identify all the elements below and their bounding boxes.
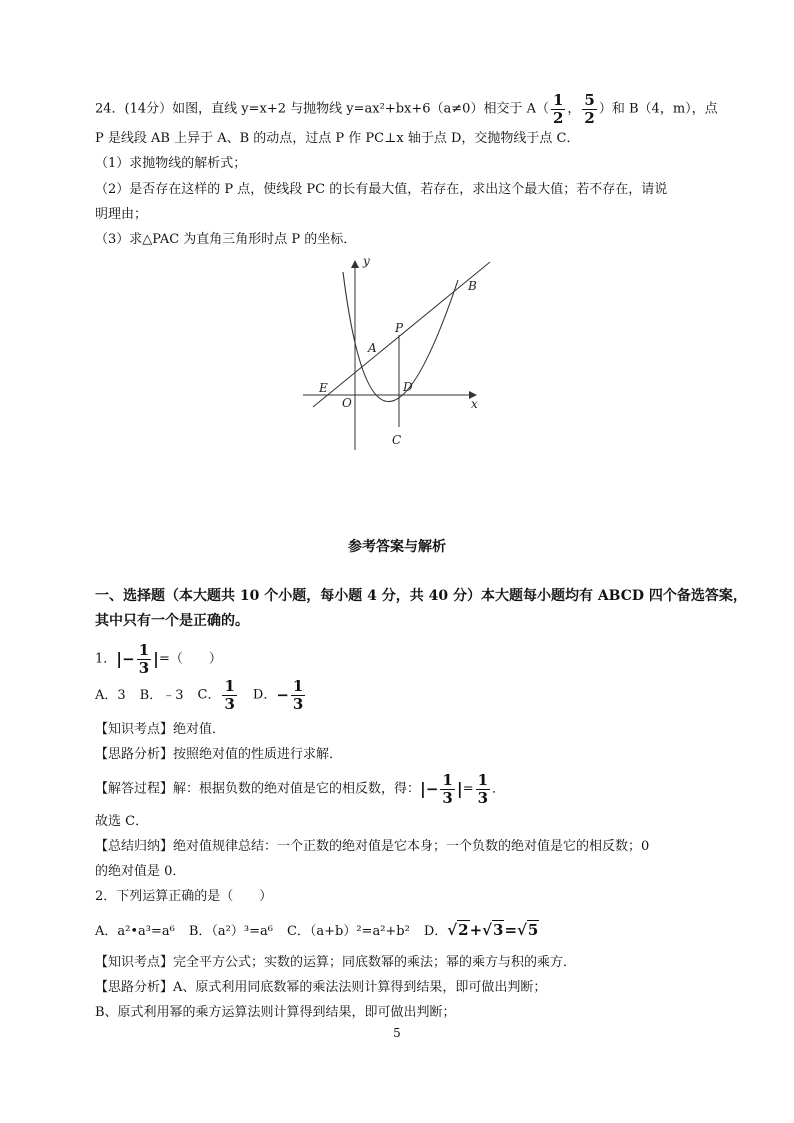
fraction-denominator: 3	[138, 658, 150, 677]
minus-sign: −	[425, 780, 439, 798]
option-c-label: C．	[197, 687, 221, 703]
equals-sign: =	[462, 781, 474, 797]
fraction-denominator: 3	[442, 788, 453, 807]
option-c-fraction	[222, 678, 236, 712]
abs-bar-left: |	[420, 779, 426, 798]
solution-fraction-2	[476, 772, 490, 806]
equals-sign: =	[504, 921, 518, 939]
period: ．	[492, 781, 506, 797]
problem24-q3: （3）求△PAC 为直角三角形时点 P 的坐标．	[95, 232, 357, 247]
q2-analysis-a: 【思路分析】A、原式利用同底数幂的乘法法则计算得到结果，即可做出判断；	[95, 980, 547, 995]
q1-number: 1．	[95, 651, 117, 667]
q2-options	[95, 918, 553, 944]
fraction-numerator: 1	[224, 677, 235, 695]
label-x: x	[471, 397, 478, 411]
y-axis-arrow	[351, 260, 359, 268]
fraction-b	[582, 92, 596, 126]
plus-sign: +	[469, 921, 483, 939]
q1-analysis: 【思路分析】按照绝对值的性质进行求解．	[95, 747, 343, 762]
q2-option-a: A．a²•a³=a⁶	[95, 924, 175, 939]
problem24-line2: P 是线段 AB 上异于 A、B 的动点，过点 P 作 PC⊥x 轴于点 D，交抛物线于点 C．	[95, 131, 580, 146]
fraction-a	[551, 92, 565, 126]
solution-text: 【解答过程】解：根据负数的绝对值是它的相反数，得：	[95, 781, 421, 797]
q1-option-a: A．3	[95, 687, 126, 703]
label-e: E	[319, 381, 328, 395]
fraction-numerator: 1	[552, 91, 564, 109]
q1-option-d	[253, 678, 307, 713]
option-d-fraction	[291, 678, 305, 712]
problem24-text: 24．(14分）如图，直线 y=x+2 与抛物线 y=ax²+bx+6（a≠0）相交于 A（	[95, 101, 549, 117]
fraction-denominator: 2	[552, 108, 564, 127]
section1-title-b: 其中只有一个是正确的。	[95, 613, 249, 629]
q2-knowledge: 【知识考点】完全平方公式；实数的运算；同底数幂的乘法；幂的乘方与积的乘方．	[95, 955, 577, 970]
fraction-denominator: 3	[224, 694, 235, 713]
fraction-numerator: 5	[584, 91, 595, 109]
q2-stem: 2．下列运算正确的是（ ）	[95, 889, 273, 904]
sqrt-3: √3	[482, 921, 504, 939]
parabola-figure	[295, 252, 495, 452]
q2-option-c: C．（a+b）²=a²+b²	[286, 924, 410, 939]
fraction-denominator: 2	[584, 108, 595, 127]
q1-summary-a: 【总结归纳】绝对值规律总结：一个正数的绝对值是它本身；一个负数的绝对值是它的相反数；0	[95, 839, 650, 854]
q1-summary-b: 的绝对值是 0．	[95, 864, 186, 879]
label-o: O	[342, 396, 352, 410]
q1-fraction	[137, 642, 151, 676]
parabola	[343, 272, 458, 402]
problem24-q2a: （2）是否存在这样的 P 点，使线段 PC 的长有最大值，若存在，求出这个最大值；若不存在，请说	[95, 182, 668, 197]
fraction-denominator: 3	[477, 788, 489, 807]
problem24-q1: （1）求抛物线的解析式；	[95, 156, 247, 171]
radicand: 2	[458, 921, 469, 939]
problem24-line1	[95, 92, 718, 126]
label-y: y	[363, 254, 370, 268]
label-a: A	[368, 341, 377, 355]
sqrt-2: √2	[447, 921, 469, 939]
problem24-q2b: 明理由；	[95, 207, 148, 222]
q1-tail: =（ ）	[158, 651, 222, 667]
label-d: D	[403, 380, 413, 394]
minus-sign: −	[276, 686, 289, 704]
abs-bar-left: |	[116, 649, 123, 668]
comma: ，	[567, 101, 581, 117]
option-d-label: D．	[423, 924, 448, 939]
radicand: 3	[493, 921, 504, 939]
q1-options	[95, 678, 321, 713]
q1-option-c	[198, 678, 239, 713]
label-p: P	[395, 321, 404, 335]
label-b: B	[468, 279, 477, 293]
q1-choose: 故选 C．	[95, 814, 149, 829]
answers-heading: 参考答案与解析	[348, 539, 446, 555]
page-number: 5	[393, 1026, 401, 1040]
sqrt-5: √5	[517, 921, 539, 939]
abs-bar-right: |	[456, 779, 463, 798]
q1-solution	[95, 772, 505, 807]
q1-knowledge: 【知识考点】绝对值．	[95, 722, 226, 737]
solution-fraction	[440, 772, 454, 806]
fraction-numerator: 1	[477, 771, 489, 789]
minus-sign: −	[122, 650, 135, 668]
option-d-label: D．	[252, 687, 277, 703]
radicand: 5	[527, 921, 539, 939]
fraction-numerator: 1	[292, 677, 304, 695]
fraction-numerator: 1	[138, 641, 150, 659]
q1-option-b: B．﹣3	[139, 687, 184, 703]
q2-option-b: B．（a²）³=a⁶	[188, 924, 273, 939]
fraction-numerator: 1	[442, 771, 453, 789]
q2-analysis-b: B、原式利用幂的乘方运算法则计算得到结果，即可做出判断；	[95, 1005, 456, 1020]
label-c: C	[392, 433, 402, 447]
q1-stem	[95, 642, 222, 677]
q2-option-d	[424, 918, 539, 944]
section1-title-a: 一、选择题（本大题共 10 个小题，每小题 4 分，共 40 分）本大题每小题均有 ABCD 四个备选答案，	[95, 588, 747, 604]
problem24-text: ）和 B（4，m），点	[598, 101, 718, 117]
fraction-denominator: 3	[292, 694, 304, 713]
abs-bar-right: |	[153, 649, 159, 668]
